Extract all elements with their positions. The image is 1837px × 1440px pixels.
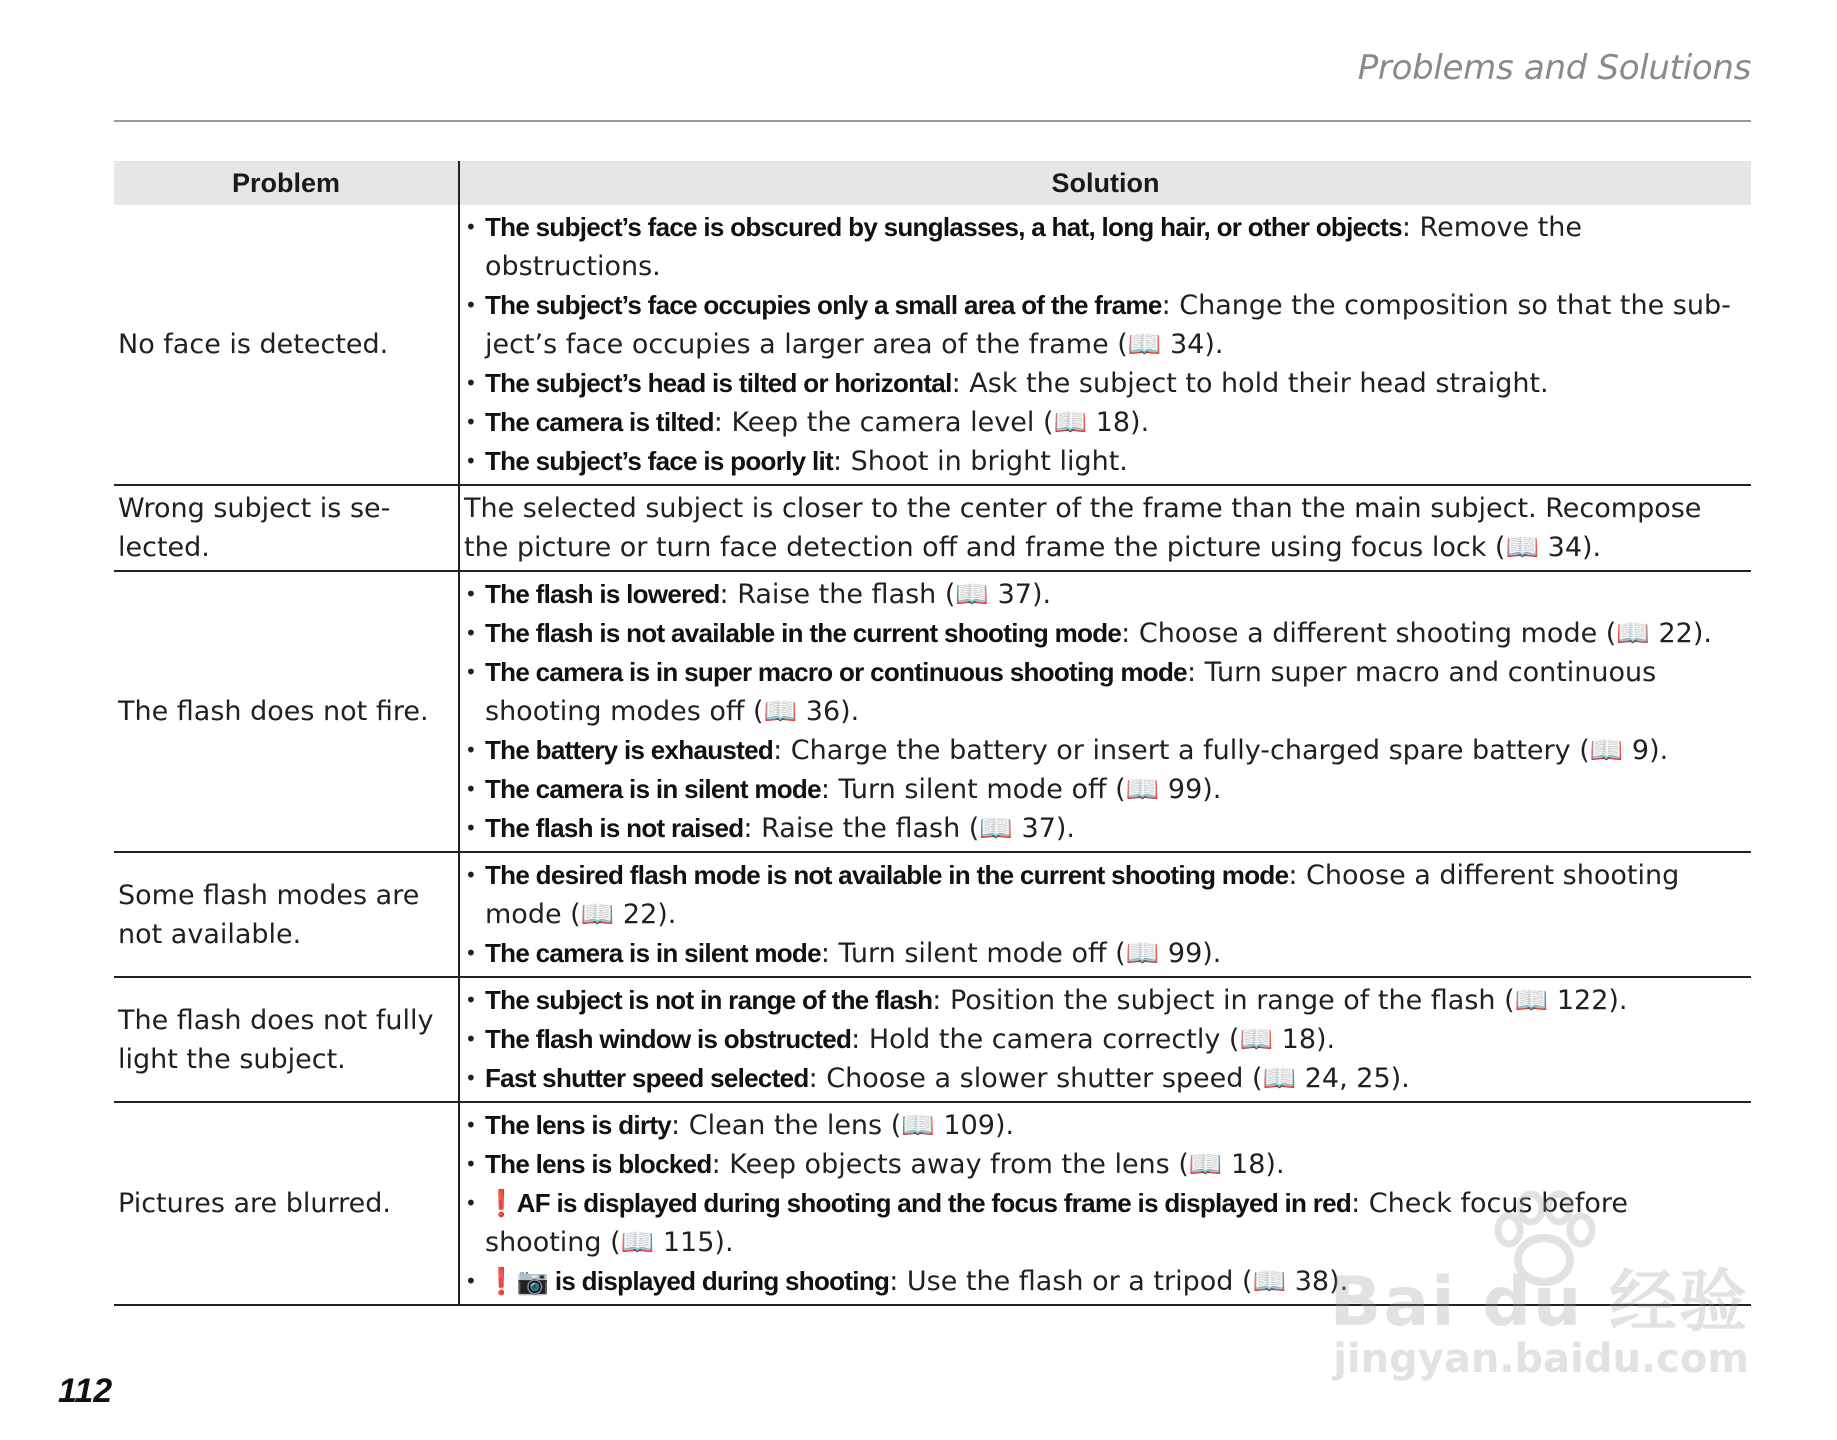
fix-text: : Choose a different shooting mode (📖 22). <box>1121 618 1712 649</box>
table-row <box>114 977 1751 1102</box>
solution-item <box>464 1145 1747 1184</box>
fix-text: : Raise the flash (📖 37). <box>719 579 1052 610</box>
fix-text: : Clean the lens (📖 109). <box>671 1110 1015 1141</box>
solution-item <box>464 364 1747 403</box>
cause-text: The flash is not raised <box>485 813 744 843</box>
fix-text: : Use the flash or a tripod (📖 38). <box>889 1266 1349 1297</box>
cause-text: The camera is in super macro or continuous shooting mode <box>485 657 1187 687</box>
solution-item <box>464 809 1747 848</box>
solution-item <box>464 934 1747 973</box>
fix-text: : Shoot in bright light. <box>832 446 1128 477</box>
solution-item <box>464 731 1747 770</box>
fix-text: : Turn silent mode off (📖 99). <box>820 938 1222 969</box>
solution-item <box>464 208 1747 286</box>
solution-item <box>464 981 1747 1020</box>
cause-text: The camera is tilted <box>485 407 714 437</box>
cause-text: ❗AF is displayed during shooting and the focus frame is displayed in red <box>485 1188 1352 1218</box>
table-row <box>114 852 1751 977</box>
cause-text: The desired flash mode is not available in the current shooting mode <box>485 860 1289 890</box>
solution-item <box>464 442 1747 481</box>
solution-cell <box>459 852 1751 977</box>
fix-text: : Turn silent mode off (📖 99). <box>820 774 1222 805</box>
solution-item <box>464 653 1747 731</box>
solution-item <box>464 1059 1747 1098</box>
problem-cell: Pictures are blurred. <box>114 1102 459 1305</box>
table-header-row <box>114 161 1751 205</box>
cause-text: The flash is lowered <box>485 579 720 609</box>
fix-text: : Position the subject in range of the flash (📖 122). <box>932 985 1628 1016</box>
fix-text: : Turn super macro and continuous shooting modes off (📖 36). <box>485 657 1657 727</box>
solution-cell <box>459 977 1751 1102</box>
cause-text: The subject’s face occupies only a small area of the frame <box>485 290 1162 320</box>
table-row <box>114 485 1751 571</box>
fix-text: : Keep objects away from the lens (📖 18). <box>711 1149 1285 1180</box>
fix-text: : Keep the camera level (📖 18). <box>713 407 1150 438</box>
page-number: 112 <box>58 1372 113 1410</box>
cause-text: The subject is not in range of the flash <box>485 985 933 1015</box>
solution-item <box>464 770 1747 809</box>
table-row <box>114 205 1751 485</box>
problem-cell: Wrong subject is selected. <box>114 485 459 571</box>
cause-text: The flash window is obstructed <box>485 1024 852 1054</box>
solution-item <box>464 403 1747 442</box>
cause-text: Fast shutter speed selected <box>485 1063 809 1093</box>
fix-text: : Raise the flash (📖 37). <box>743 813 1075 844</box>
cause-text: The subject’s face is obscured by sunglasses, a hat, long hair, or other objects <box>485 212 1402 242</box>
solution-item <box>464 1106 1747 1145</box>
fix-text: : Choose a slower shutter speed (📖 24, 25). <box>808 1063 1410 1094</box>
fix-text: : Check focus before shooting (📖 115). <box>485 1188 1628 1258</box>
fix-text: : Remove the obstructions. <box>485 212 1583 282</box>
fix-text: : Change the composition so that the subject’s face occupies a larger area of the frame (📖 34). <box>485 290 1731 360</box>
cause-text: The camera is in silent mode <box>485 774 821 804</box>
cause-text: The subject’s head is tilted or horizontal <box>485 368 952 398</box>
fix-text: : Hold the camera correctly (📖 18). <box>851 1024 1336 1055</box>
cause-text: The lens is blocked <box>485 1149 712 1179</box>
problem-cell: The flash does not fully light the subject. <box>114 977 459 1102</box>
table-row <box>114 571 1751 852</box>
cause-text: The flash is not available in the current shooting mode <box>485 618 1122 648</box>
solution-item <box>464 856 1747 934</box>
watermark-url: jingyan.baidu.com <box>1333 1336 1749 1382</box>
watermark-brand: Bai du 经验 <box>1329 1263 1749 1342</box>
troubleshooting-table <box>114 161 1751 1306</box>
problem-cell: Some flash modes are not available. <box>114 852 459 977</box>
baidu-watermark <box>1329 1190 1749 1390</box>
column-header-problem: Problem <box>114 161 459 205</box>
problem-cell: No face is detected. <box>114 205 459 485</box>
header-rule <box>114 120 1751 122</box>
solution-cell <box>459 205 1751 485</box>
section-title: Problems and Solutions <box>1357 48 1751 88</box>
cause-text: The camera is in silent mode <box>485 938 821 968</box>
fix-text: : Choose a different shooting mode (📖 22). <box>485 860 1680 930</box>
solution-item <box>464 1020 1747 1059</box>
column-header-solution: Solution <box>459 161 1751 205</box>
solution-cell <box>459 571 1751 852</box>
fix-text: : Charge the battery or insert a fully-charged spare battery (📖 9). <box>773 735 1669 766</box>
solution-item <box>464 286 1747 364</box>
fix-text: : Ask the subject to hold their head straight. <box>951 368 1549 399</box>
cause-text: The lens is dirty <box>485 1110 672 1140</box>
cause-text: ❗📷 is displayed during shooting <box>485 1266 890 1296</box>
cause-text: The battery is exhausted <box>485 735 774 765</box>
solution-item <box>464 614 1747 653</box>
cause-text: The subject’s face is poorly lit <box>485 446 833 476</box>
problem-cell: The flash does not fire. <box>114 571 459 852</box>
solution-cell: The selected subject is closer to the center of the frame than the main subject. Recompose the picture or turn face detection off and frame the picture using focus lock (📖 34). <box>459 485 1751 571</box>
solution-item <box>464 575 1747 614</box>
